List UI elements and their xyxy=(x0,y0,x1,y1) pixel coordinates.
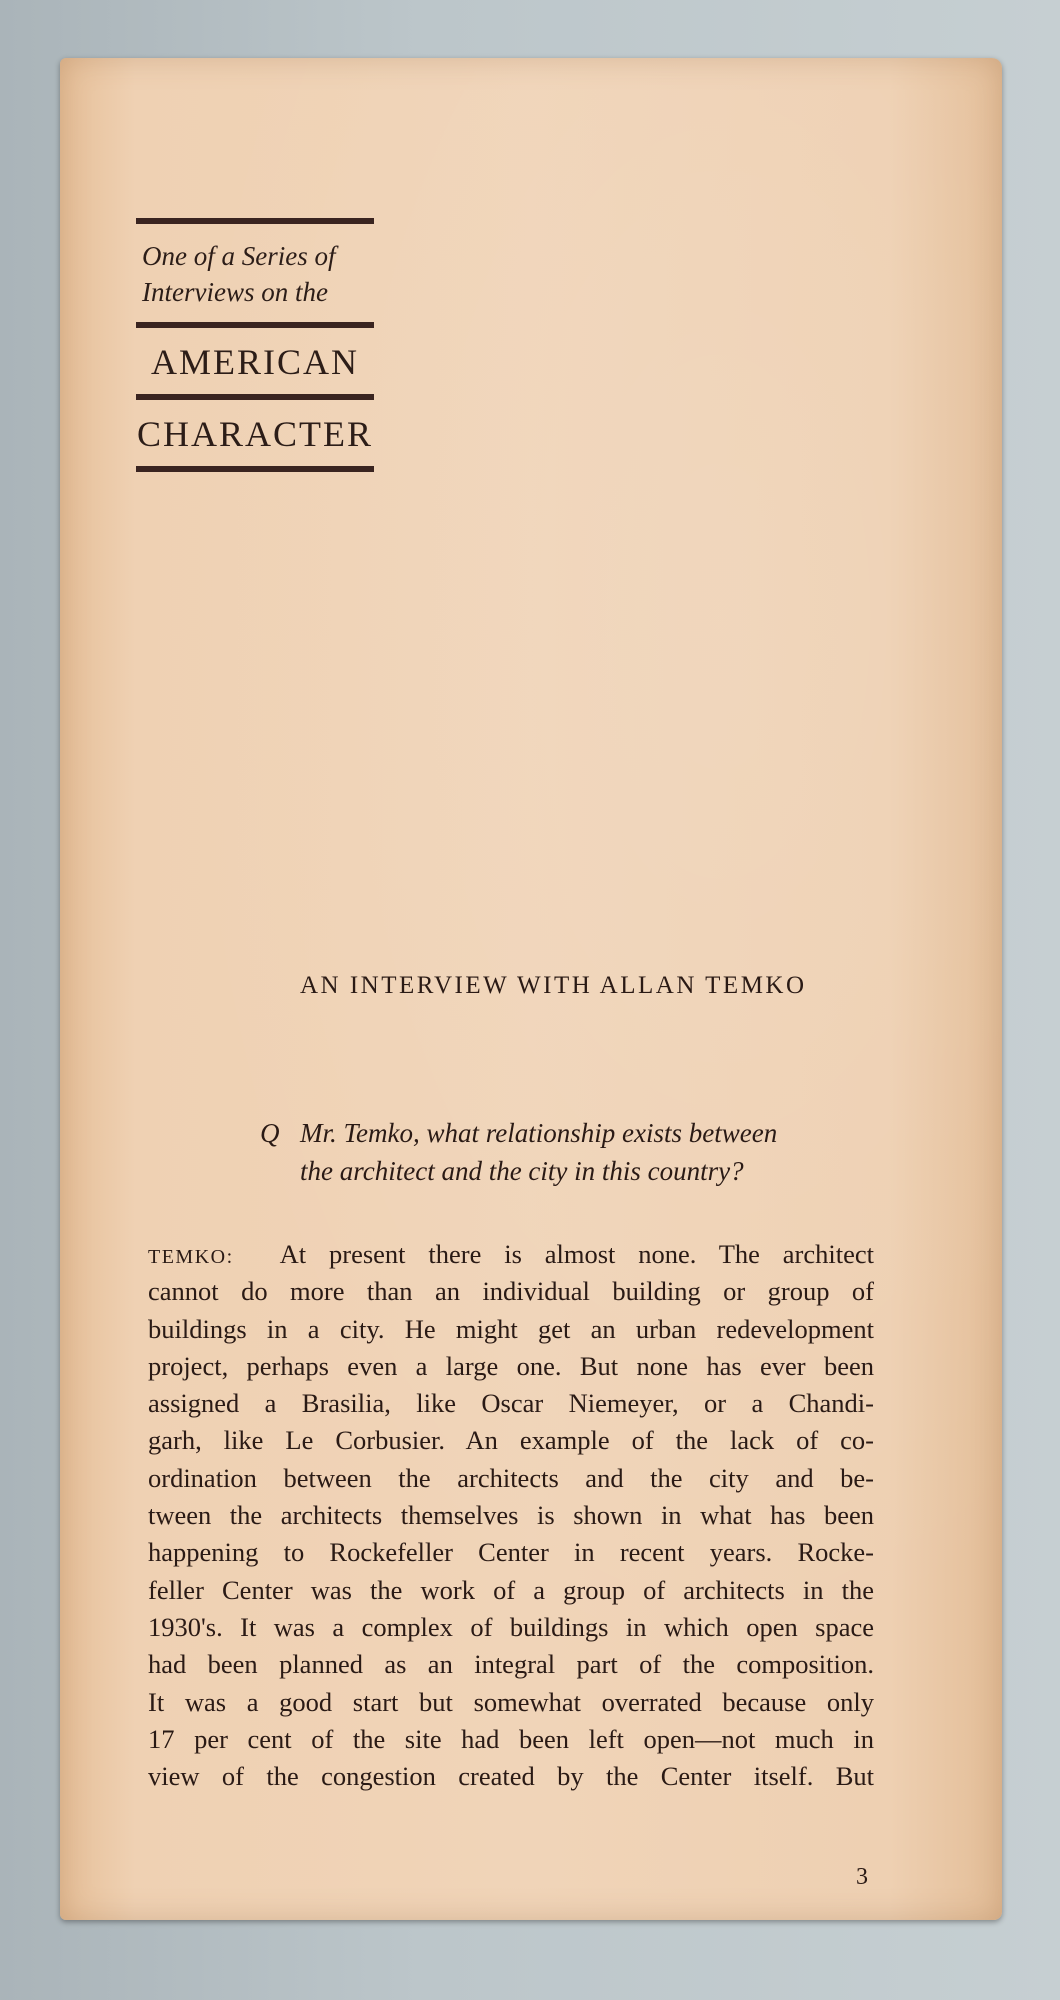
series-title-character: CHARACTER xyxy=(136,414,374,454)
answer-line: 1930's. It was a complex of buildings in which open space xyxy=(148,1611,874,1642)
answer-line: garh, like Le Corbusier. An example of the lack of co- xyxy=(148,1425,874,1456)
answer-line: happening to Rockefeller Center in recent years. Rocke- xyxy=(148,1537,874,1568)
page-number: 3 xyxy=(856,1864,868,1890)
series-subtitle xyxy=(136,224,374,322)
answer-line: cannot do more than an individual building or group of xyxy=(148,1276,874,1307)
answer-line xyxy=(148,1236,874,1273)
answer-line: ordination between the architects and the city and be- xyxy=(148,1462,874,1493)
answer-line: had been planned as an integral part of the composition. xyxy=(148,1649,874,1680)
series-subtitle-line-2: Interviews on the xyxy=(142,277,328,307)
question-line: the architect and the city in this country? xyxy=(300,1156,744,1186)
answer-block xyxy=(148,1236,874,1795)
answer-line: tween the architects themselves is shown in what has been xyxy=(148,1500,874,1531)
interview-heading: AN INTERVIEW WITH ALLAN TEMKO xyxy=(300,972,807,999)
answer-line: assigned a Brasilia, like Oscar Niemeyer, or a Chandi- xyxy=(148,1388,874,1419)
question-marker: Q xyxy=(260,1118,280,1148)
booklet-page xyxy=(60,58,1002,1920)
series-subtitle-line-1: One of a Series of xyxy=(142,241,336,271)
answer-line: feller Center was the work of a group of architects in the xyxy=(148,1574,874,1605)
answer-text: At present there is almost none. The architect xyxy=(279,1239,874,1269)
question-line: Mr. Temko, what relationship exists between xyxy=(300,1118,778,1148)
divider-rule xyxy=(136,466,374,472)
series-title-block xyxy=(136,218,374,472)
answer-line: 17 per cent of the site had been left open—not much in xyxy=(148,1723,874,1754)
answer-line: buildings in a city. He might get an urban redevelopment xyxy=(148,1313,874,1344)
answer-line: It was a good start but somewhat overrated because only xyxy=(148,1686,874,1717)
series-title-american: AMERICAN xyxy=(150,342,359,382)
answer-line: view of the congestion created by the Center itself. But xyxy=(148,1761,874,1792)
answer-line: project, perhaps even a large one. But none has ever been xyxy=(148,1350,874,1381)
speaker-label: TEMKO: xyxy=(148,1246,234,1268)
